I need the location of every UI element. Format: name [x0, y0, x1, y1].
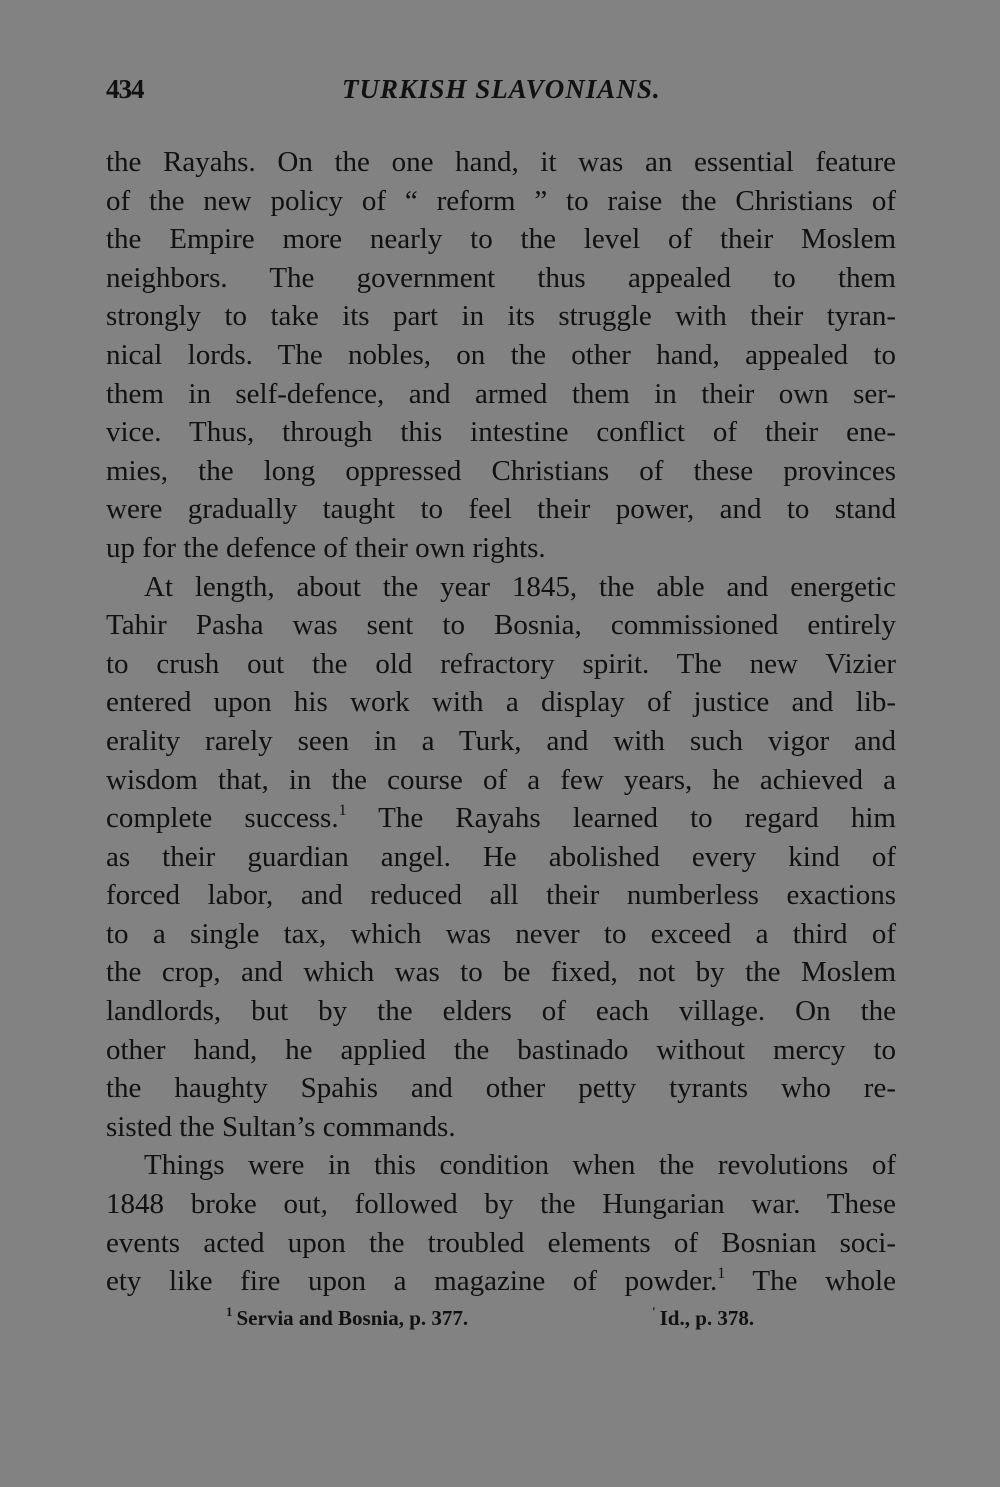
footnote-left-marker: 1: [226, 1304, 233, 1319]
text-line: landlords, but by the elders of each village. On the: [106, 995, 896, 1028]
text-line: 1848 broke out, followed by the Hungarian war. These: [106, 1188, 896, 1221]
text-line: other hand, he applied the bastinado without mercy to: [106, 1033, 896, 1066]
text-line: sisted the Sultan’s commands.: [106, 1110, 456, 1143]
text-line: neighbors. The government thus appealed to them: [106, 261, 896, 294]
footnote-marker: 1: [717, 1265, 726, 1283]
text-line: entered upon his work with a display of justice and lib-: [106, 686, 896, 719]
text-fragment: The Rayahs learned to regard him: [378, 802, 896, 835]
text-line: the Rayahs. On the one hand, it was an essential feature: [106, 146, 896, 178]
footnote-marker: 1: [338, 802, 347, 820]
text-line: up for the defence of their own rights.: [106, 531, 546, 564]
running-title: TURKISH SLAVONIANS.: [342, 74, 661, 104]
text-line: of the new policy of “ reform ” to raise the Christians of: [106, 184, 896, 217]
text-line: as their guardian angel. He abolished every kind of: [106, 840, 896, 873]
text-line: wisdom that, in the course of a few years, he achieved a: [106, 763, 896, 796]
page-number: 434: [106, 74, 144, 104]
footnote-right-marker: ': [652, 1304, 656, 1319]
text-line: strongly to take its part in its struggle with their tyran-: [106, 300, 896, 333]
text-line: Tahir Pasha was sent to Bosnia, commissioned entirely: [106, 609, 896, 642]
text-line: At length, about the year 1845, the able and energetic: [144, 570, 896, 603]
text-line: to a single tax, which was never to exceed a third of: [106, 917, 896, 950]
body-text: [106, 143, 896, 1301]
text-fragment: The whole: [752, 1265, 896, 1298]
footnote-left: [226, 1306, 468, 1331]
text-line: to crush out the old refractory spirit. The new Vizier: [106, 647, 896, 680]
text-line: vice. Thus, through this intestine conflict of their ene-: [106, 416, 896, 449]
text-line: the crop, and which was to be fixed, not by the Moslem: [106, 956, 896, 989]
text-line-with-footnote: [106, 799, 896, 838]
text-fragment: ety like fire upon a magazine of powder.: [106, 1265, 718, 1298]
text-fragment: complete success.: [106, 802, 339, 835]
text-line: events acted upon the troubled elements of Bosnian soci-: [106, 1226, 896, 1259]
running-head: [106, 74, 896, 114]
footnote-right: [652, 1306, 754, 1331]
text-line-with-footnote: [106, 1262, 896, 1301]
text-line: them in self-defence, and armed them in their own ser-: [106, 377, 896, 410]
text-line: Things were in this condition when the revolutions of: [144, 1149, 896, 1182]
text-line: forced labor, and reduced all their numberless exactions: [106, 879, 896, 912]
footnote-right-text: Id., p. 378.: [659, 1306, 755, 1330]
text-line: the Empire more nearly to the level of their Moslem: [106, 223, 896, 256]
text-line: erality rarely seen in a Turk, and with such vigor and: [106, 724, 896, 757]
text-line: mies, the long oppressed Christians of these provinces: [106, 454, 896, 487]
text-line: the haughty Spahis and other petty tyrants who re-: [106, 1072, 896, 1105]
footnote-left-text: Servia and Bosnia, p. 377.: [236, 1306, 469, 1330]
text-line: nical lords. The nobles, on the other hand, appealed to: [106, 338, 896, 371]
footnotes: [106, 1306, 896, 1346]
text-line: were gradually taught to feel their power, and to stand: [106, 493, 896, 526]
